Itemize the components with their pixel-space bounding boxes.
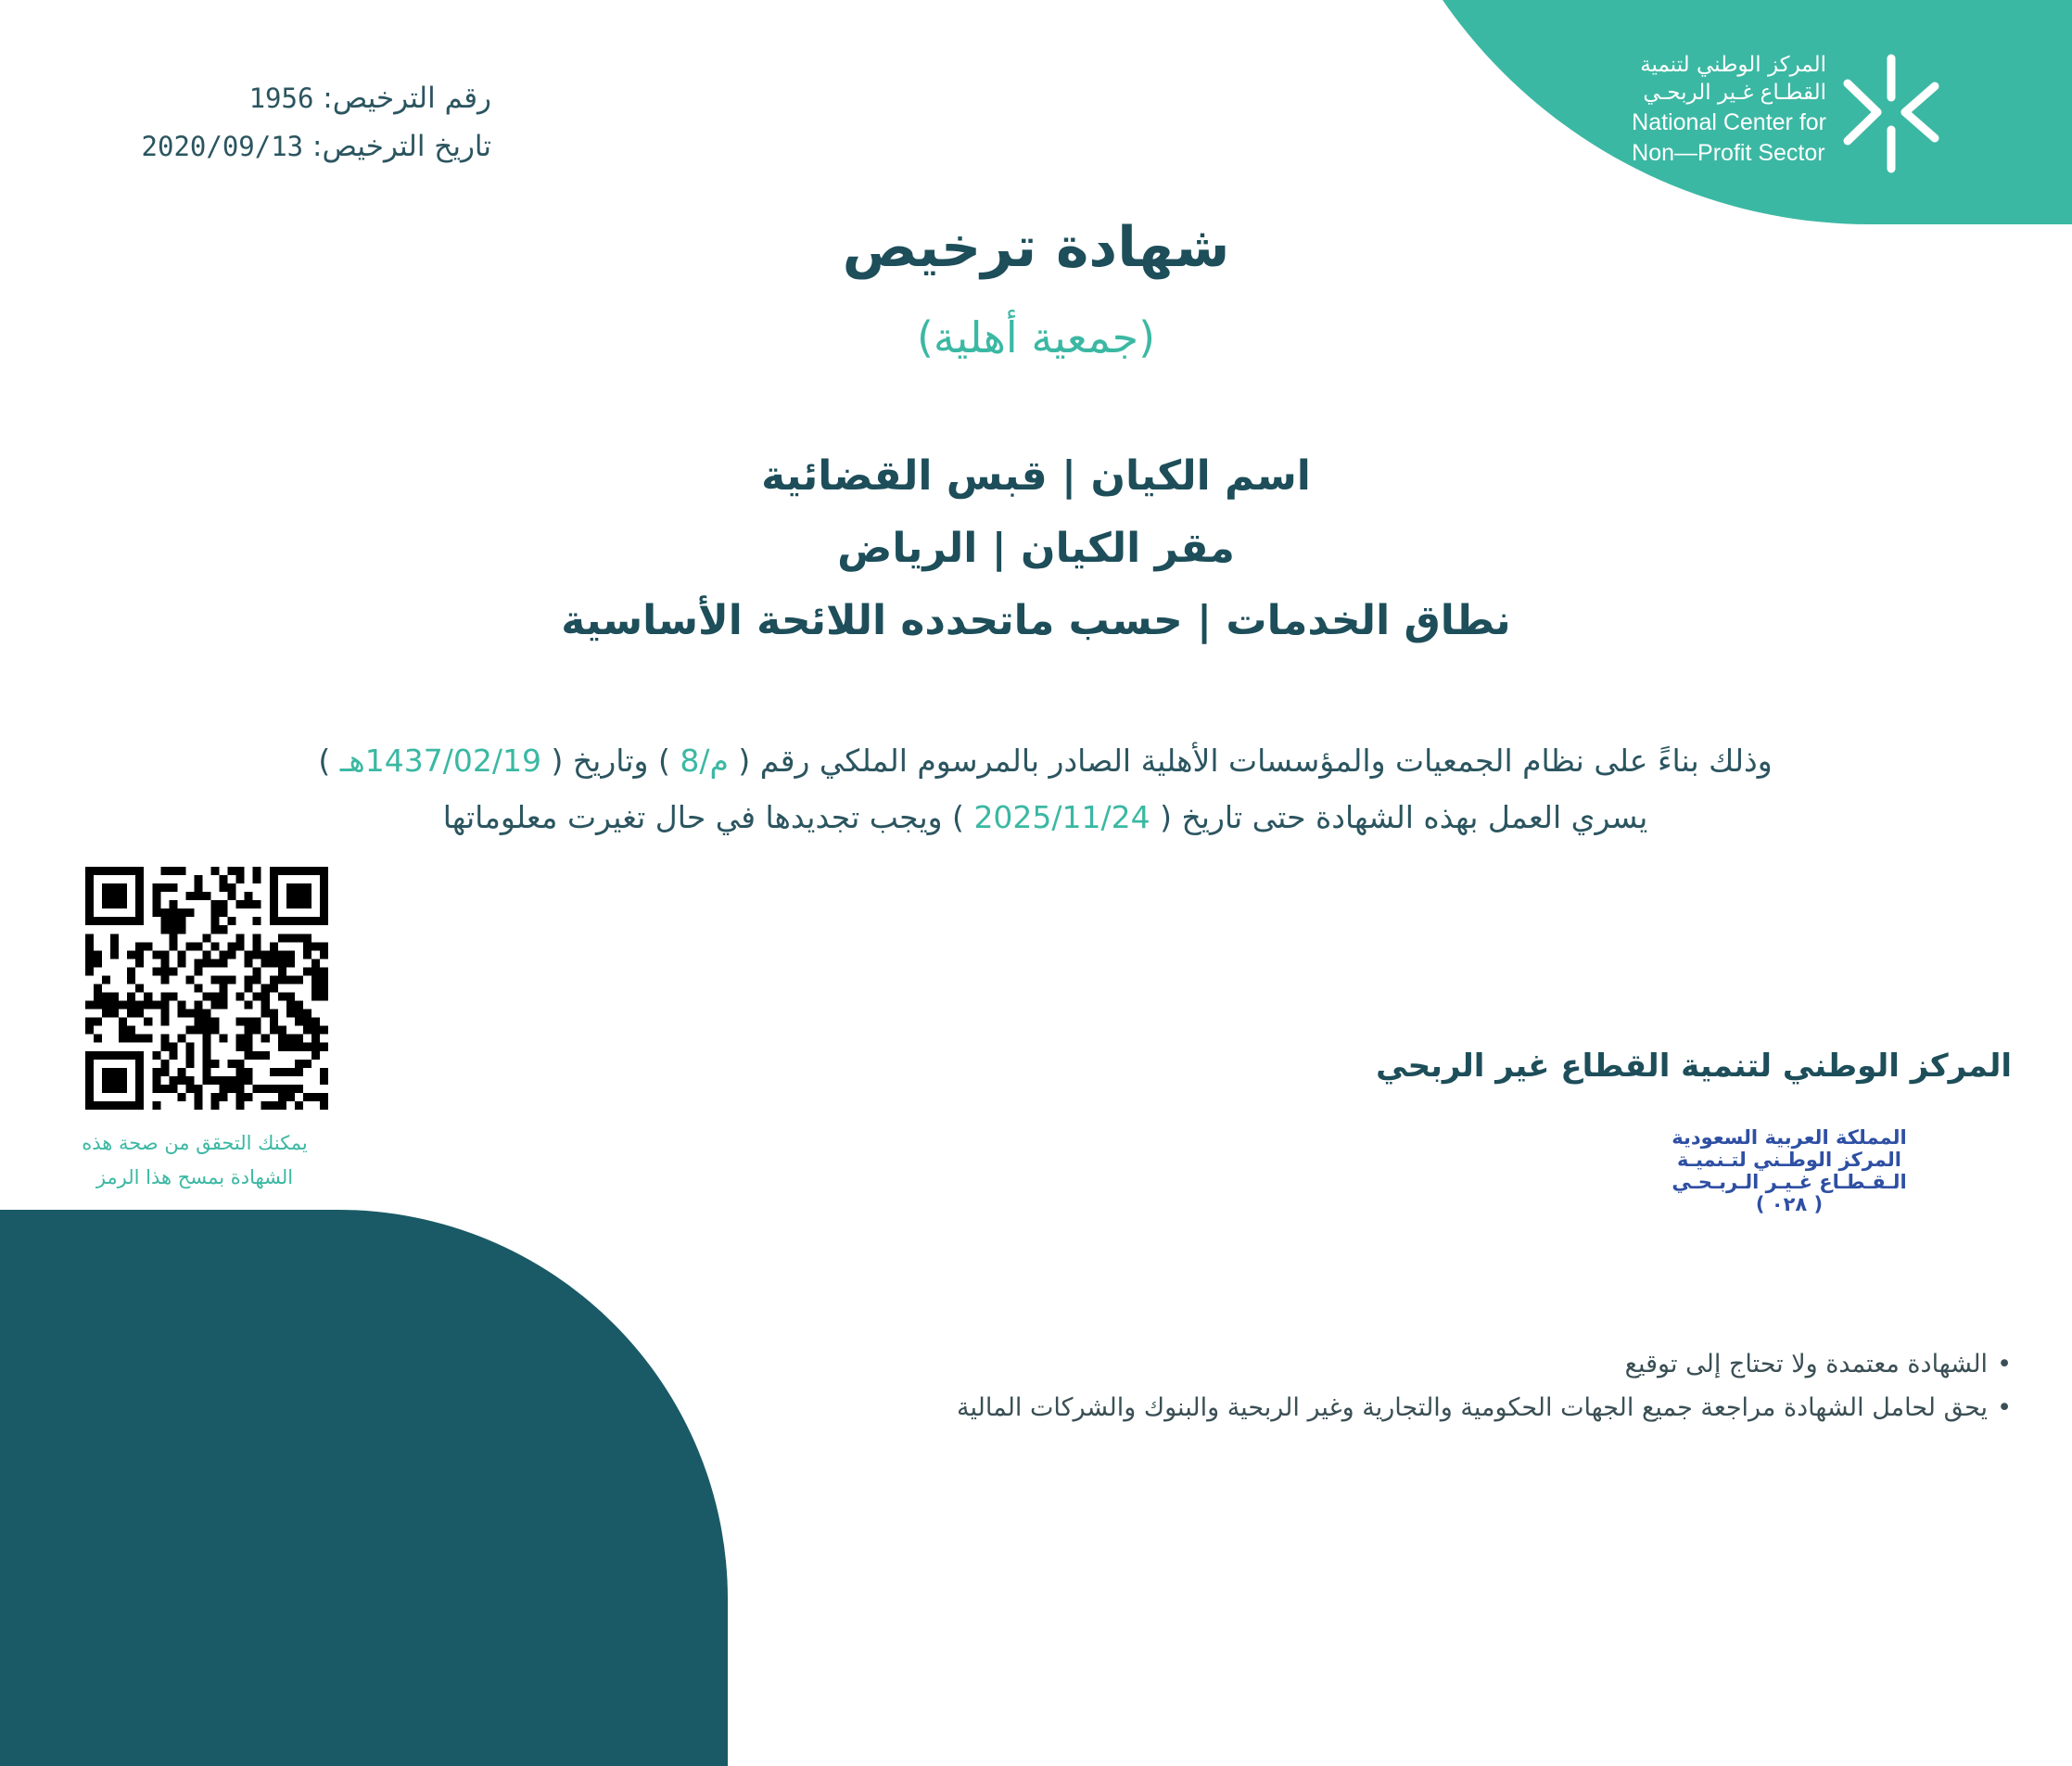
stamp-line1: المملكة العربية السعودية bbox=[1672, 1126, 1907, 1149]
license-info bbox=[56, 74, 491, 171]
official-stamp bbox=[1650, 1126, 1928, 1215]
ncnp-symbol-icon bbox=[1840, 51, 1942, 176]
statement-text: ) ويجب تجديدها في حال تغيرت معلوماتها bbox=[442, 799, 964, 835]
statement-text: يسري العمل بهذه الشهادة حتى تاريخ ( bbox=[1160, 799, 1648, 835]
qr-caption bbox=[37, 1126, 352, 1195]
license-number-value: 1956 bbox=[248, 83, 314, 114]
logo-arabic-line1: المركز الوطني لتنمية bbox=[1640, 53, 1826, 77]
statement-text: وذلك بناءً على نظام الجمعيات والمؤسسات الأهلية الصادر بالمرسوم الملكي رقم ( bbox=[738, 743, 1773, 779]
note-item bbox=[649, 1386, 2012, 1429]
statement-text: ) bbox=[318, 743, 331, 779]
certificate-title: شهادة ترخيص bbox=[842, 215, 1230, 280]
statement-line-1 bbox=[9, 743, 2072, 779]
qr-caption-line1: يمكنك التحقق من صحة هذه bbox=[82, 1132, 308, 1154]
bullet-icon: • bbox=[1997, 1350, 2012, 1378]
statement-line-2 bbox=[9, 799, 2072, 835]
stamp-line3: الـقـطـاع غـيـر الـربـحـي bbox=[1672, 1171, 1907, 1193]
qr-code-image bbox=[85, 867, 328, 1110]
stamp-line4: ( ٠٢٨ ) bbox=[1755, 1193, 1824, 1215]
issuing-organization: المركز الوطني لتنمية القطاع غير الربحي bbox=[1376, 1048, 2012, 1085]
logo-arabic-line2: القطـاع غـير الربحـي bbox=[1643, 81, 1826, 105]
entity-name: اسم الكيان | قبس القضائية bbox=[761, 452, 1311, 500]
note-text: الشهادة معتمدة ولا تحتاج إلى توقيع bbox=[1624, 1350, 1989, 1378]
logo-english-line2: Non—Profit Sector bbox=[1632, 140, 1825, 166]
license-number-label: رقم الترخيص: bbox=[323, 82, 491, 115]
verification-qr-code[interactable] bbox=[85, 867, 328, 1110]
bullet-icon: • bbox=[1997, 1393, 2012, 1422]
entity-headquarters: مقر الكيان | الرياض bbox=[837, 525, 1235, 572]
license-number-row bbox=[56, 74, 491, 122]
note-item bbox=[649, 1342, 2012, 1386]
license-date-label: تاريخ الترخيص: bbox=[312, 130, 491, 163]
entity-service-scope: نطاق الخدمات | حسب ماتحدده اللائحة الأساسية bbox=[561, 597, 1511, 644]
license-date-value: 2020/09/13 bbox=[141, 131, 304, 162]
logo-text bbox=[1632, 51, 1826, 168]
ncnp-logo bbox=[1581, 51, 1942, 181]
note-text: يحق لحامل الشهادة مراجعة جميع الجهات الحكومية والتجارية وغير الربحية والبنوك والشركات المالية bbox=[957, 1393, 1989, 1422]
logo-english-line1: National Center for bbox=[1632, 109, 1826, 135]
decree-number: م/8 bbox=[669, 743, 739, 779]
statement-text: ) وتاريخ ( bbox=[551, 743, 670, 779]
certificate-subtitle: (جمعية أهلية) bbox=[916, 312, 1156, 362]
stamp-line2: المركز الوطـني لتـنميـة bbox=[1677, 1149, 1901, 1171]
qr-caption-line2: الشهادة بمسح هذا الرمز bbox=[95, 1166, 294, 1188]
certificate-notes bbox=[649, 1342, 2012, 1429]
decree-date: 1437/02/19هـ bbox=[330, 743, 552, 779]
valid-until-date: 2025/11/24 bbox=[963, 799, 1161, 835]
bottom-left-decoration bbox=[0, 1210, 728, 1766]
license-date-row bbox=[56, 122, 491, 171]
